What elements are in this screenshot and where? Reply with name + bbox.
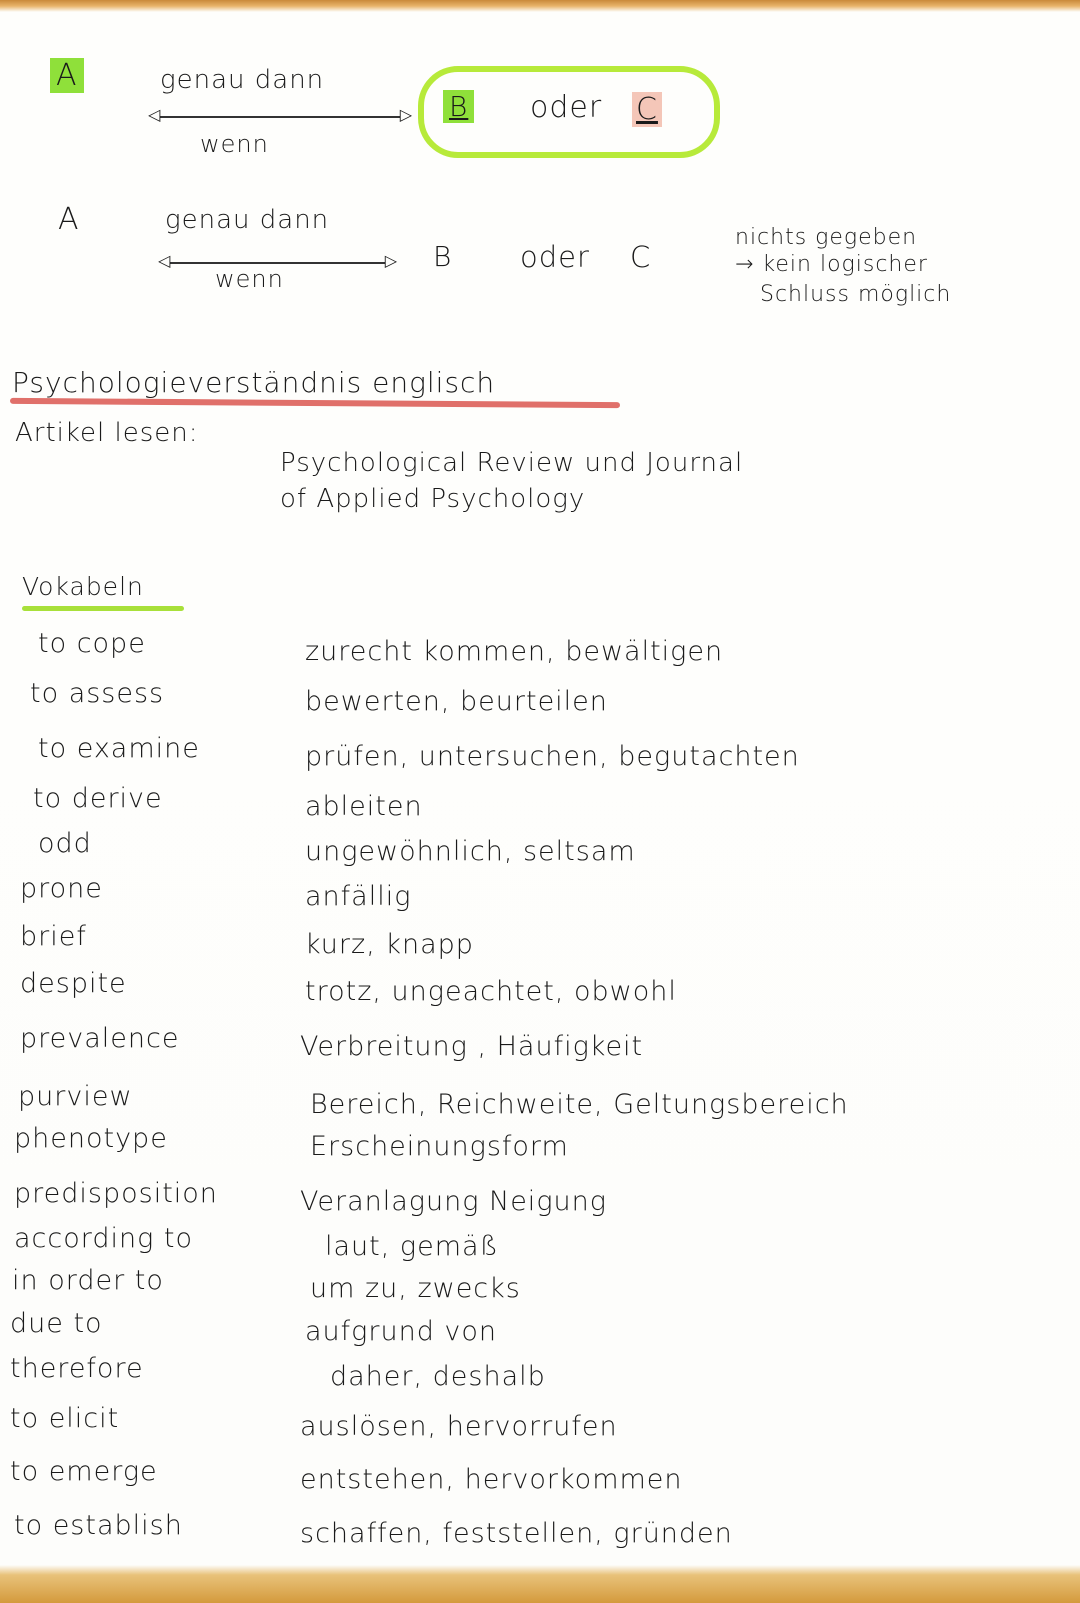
vocab-english: to establish	[14, 1510, 183, 1541]
vocab-english: odd	[38, 828, 92, 859]
statement-b: B	[433, 240, 453, 273]
articles-text: Psychological Review und Journal	[280, 448, 744, 478]
vocab-english: phenotype	[14, 1123, 168, 1154]
vocab-english: due to	[10, 1308, 103, 1339]
arrow-top-label: genau dann	[160, 65, 325, 95]
vocab-german: entstehen, hervorkommen	[300, 1464, 683, 1495]
vocab-german: trotz, ungeachtet, obwohl	[305, 976, 677, 1007]
vocab-english: to derive	[33, 783, 163, 814]
vocab-german: schaffen, feststellen, gründen	[300, 1518, 733, 1549]
note-line: → kein logischer	[735, 252, 928, 277]
vocab-german: um zu, zwecks	[310, 1273, 521, 1304]
vocab-english: prevalence	[20, 1023, 180, 1054]
articles-label: Artikel lesen:	[15, 418, 199, 448]
vocab-german: kurz, knapp	[305, 929, 474, 960]
arrow-top-label: genau dann	[165, 205, 330, 235]
vocab-german: bewerten, beurteilen	[305, 686, 608, 717]
vocab-english: despite	[20, 968, 127, 999]
vocab-english: to emerge	[10, 1456, 158, 1487]
arrow-bottom-label: wenn	[200, 130, 269, 158]
vocab-english: predisposition	[14, 1178, 218, 1209]
statement-a: A	[58, 202, 80, 237]
vocab-german: ungewöhnlich, seltsam	[305, 836, 636, 867]
statement-c: C	[630, 240, 652, 274]
vocab-german: Veranlagung Neigung	[300, 1186, 607, 1217]
statement-c-highlighted: C	[632, 92, 662, 127]
vocab-german: auslösen, hervorrufen	[300, 1411, 618, 1442]
vocab-german: anfällig	[305, 881, 412, 912]
articles-text: of Applied Psychology	[280, 484, 586, 514]
vocab-english: according to	[14, 1223, 194, 1254]
vocab-german: Erscheinungsform	[310, 1131, 569, 1162]
or-label: oder	[520, 240, 590, 274]
arrow-bottom-label: wenn	[215, 265, 284, 293]
vocab-german: ableiten	[305, 791, 423, 822]
vocab-german: prüfen, untersuchen, begutachten	[305, 741, 800, 772]
vocab-english: purview	[18, 1081, 133, 1112]
vocab-english: brief	[20, 921, 87, 952]
biconditional-arrow	[160, 116, 400, 118]
statement-a-highlighted: A	[50, 58, 84, 93]
vocab-english: prone	[20, 873, 103, 904]
biconditional-arrow	[170, 262, 385, 264]
vocab-english: to elicit	[10, 1403, 120, 1434]
statement-b-highlighted: B	[443, 90, 474, 123]
vocab-german: daher, deshalb	[330, 1361, 546, 1392]
vocab-title: Vokabeln	[22, 572, 144, 601]
vocab-german: Verbreitung , Häufigkeit	[300, 1031, 644, 1062]
vocab-german: Bereich, Reichweite, Geltungsbereich	[310, 1089, 849, 1120]
section-title: Psychologieverständnis englisch	[12, 366, 496, 399]
vocab-title-underline	[22, 606, 184, 611]
vocab-english: to assess	[30, 678, 165, 709]
note-line: nichts gegeben	[735, 225, 918, 250]
or-label: oder	[530, 90, 603, 125]
vocab-german: laut, gemäß	[325, 1231, 499, 1262]
vocab-english: in order to	[12, 1265, 164, 1296]
note-line: Schluss möglich	[760, 282, 952, 307]
vocab-german: zurecht kommen, bewältigen	[305, 636, 724, 667]
vocab-german: aufgrund von	[305, 1316, 498, 1347]
vocab-english: to examine	[38, 733, 200, 764]
vocab-english: to cope	[38, 628, 146, 659]
vocab-english: therefore	[10, 1353, 144, 1384]
title-underline	[10, 398, 620, 408]
